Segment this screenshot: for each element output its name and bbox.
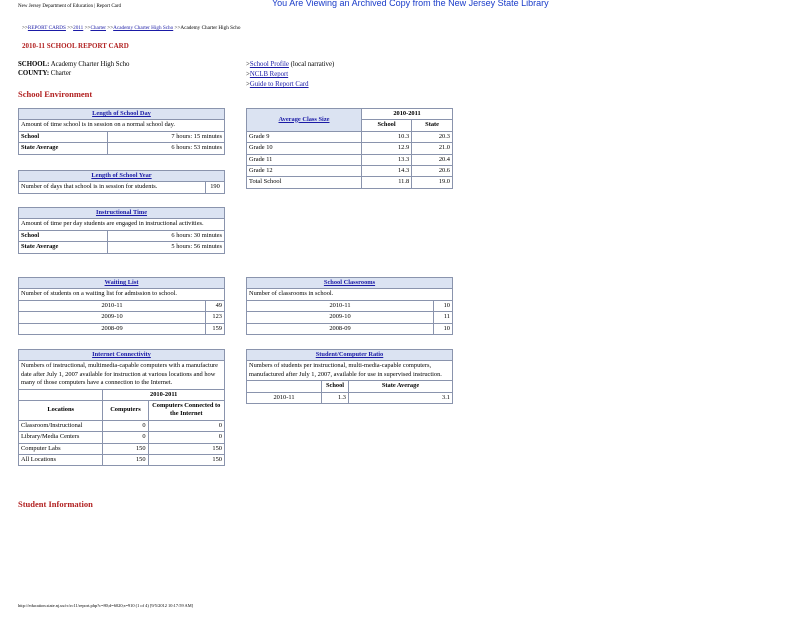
year-label: 2009-10 <box>19 312 206 323</box>
breadcrumb-charter-link[interactable]: Charter <box>90 25 106 31</box>
breadcrumb-sep: >> <box>22 25 28 31</box>
col-connected: Computers Connected to the Internet <box>148 401 224 421</box>
class-size-year: 2010-2011 <box>362 109 453 120</box>
col-computers: Computers <box>103 401 148 421</box>
school-value: 14.3 <box>362 166 412 177</box>
classrooms-desc: Number of classrooms in school. <box>247 289 453 300</box>
table-row <box>19 300 225 311</box>
breadcrumb-year-link[interactable]: 2011 <box>73 25 84 31</box>
link-prefix: > <box>246 71 250 78</box>
table-row <box>247 392 453 403</box>
guide-report-card-link[interactable]: Guide to Report Card <box>249 81 309 88</box>
ratio-year: 2010-11 <box>247 392 322 403</box>
connected-value: 150 <box>148 455 224 466</box>
year-value: 10 <box>434 300 453 311</box>
breadcrumb-current: Academy Charter High Scho <box>180 25 241 31</box>
ratio-title-link[interactable]: Student/Computer Ratio <box>315 351 384 358</box>
state-value: 20.6 <box>412 166 453 177</box>
year-label: 2008-09 <box>19 323 206 334</box>
class-size-col-school: School <box>362 120 412 131</box>
classrooms-table <box>246 277 453 335</box>
ratio-school-value: 1.3 <box>322 392 349 403</box>
computers-value: 0 <box>103 420 148 431</box>
instructional-time-table <box>18 207 225 254</box>
county-value: Charter <box>50 70 72 77</box>
grade-label: Grade 12 <box>247 166 362 177</box>
school-value: Academy Charter High Scho <box>50 61 130 68</box>
internet-connectivity-table <box>18 349 225 466</box>
breadcrumb-sep: >> <box>83 25 91 31</box>
class-size-col-state: State <box>412 120 453 131</box>
length-of-year-desc: Number of days that school is in session for students. <box>19 182 206 193</box>
connected-value: 0 <box>148 420 224 431</box>
row-value: 6 hours: 53 minutes <box>108 143 225 154</box>
school-info <box>18 60 129 78</box>
row-value: 6 hours: 30 minutes <box>108 230 225 241</box>
breadcrumb-report-cards-link[interactable]: REPORT CARDS <box>27 25 66 31</box>
table-row <box>19 420 225 431</box>
connected-value: 0 <box>148 432 224 443</box>
row-label: School <box>19 131 108 142</box>
breadcrumb <box>22 25 240 31</box>
class-size-title-link[interactable]: Average Class Size <box>278 115 330 123</box>
internet-desc: Numbers of instructional, multimedia-capable computers with a manufacture date after July 1, 2007 available for instruction at various locations and how many of those computers have a connection to the Internet. <box>19 361 225 389</box>
county-label: COUNTY: <box>18 70 50 77</box>
table-row <box>19 443 225 454</box>
location-label: Computer Labs <box>19 443 103 454</box>
length-of-year-value: 190 <box>206 182 225 193</box>
table-row <box>19 455 225 466</box>
link-suffix: (local narrative) <box>288 61 335 68</box>
table-row <box>247 312 453 323</box>
computers-value: 0 <box>103 432 148 443</box>
year-label: 2008-09 <box>247 323 434 334</box>
table-row <box>19 182 225 193</box>
page-title: 2010-11 SCHOOL REPORT CARD <box>22 42 129 50</box>
row-label: State Average <box>19 242 108 253</box>
year-value: 159 <box>206 323 225 334</box>
location-label: All Locations <box>19 455 103 466</box>
table-row <box>247 143 453 154</box>
breadcrumb-school-link[interactable]: Academy Charter High Scho <box>113 25 174 31</box>
waiting-list-desc: Number of students on a waiting list for admission to school. <box>19 289 225 300</box>
waiting-list-title-link[interactable]: Waiting List <box>104 279 139 286</box>
archive-notice: You Are Viewing an Archived Copy from the New Jersey State Library <box>272 0 549 8</box>
state-value: 19.0 <box>412 177 453 188</box>
location-label: Classroom/Instructional <box>19 420 103 431</box>
link-prefix: > <box>246 61 250 68</box>
table-row <box>19 131 225 142</box>
year-label: 2010-11 <box>19 300 206 311</box>
state-value: 21.0 <box>412 143 453 154</box>
location-label: Library/Media Centers <box>19 432 103 443</box>
grade-label: Grade 11 <box>247 154 362 165</box>
ratio-col-school: School <box>322 381 349 392</box>
instructional-time-title-link[interactable]: Instructional Time <box>95 209 148 216</box>
footer-url: http://education.state.nj.us/rc/rc11/report.php?c=80;d=6020;s=910 (1 of 4) [9/5/2012 10:17:59 AM] <box>18 603 194 608</box>
table-row <box>247 177 453 188</box>
year-value: 11 <box>434 312 453 323</box>
table-row <box>247 166 453 177</box>
ratio-desc: Numbers of students per instructional, multi-media-capable computers, manufactured after July 1, 2007, available for use in supervised instruction. <box>247 361 453 381</box>
grade-label: Grade 10 <box>247 143 362 154</box>
grade-label: Grade 9 <box>247 131 362 142</box>
state-value: 20.4 <box>412 154 453 165</box>
internet-year: 2010-2011 <box>103 389 225 400</box>
table-row <box>19 230 225 241</box>
ratio-col-state: State Average <box>349 381 453 392</box>
breadcrumb-sep: >> <box>106 25 114 31</box>
table-row <box>19 323 225 334</box>
class-size-table <box>246 108 453 189</box>
school-value: 11.8 <box>362 177 412 188</box>
table-row <box>19 432 225 443</box>
table-row <box>19 242 225 253</box>
year-value: 49 <box>206 300 225 311</box>
length-of-year-title-link[interactable]: Length of School Year <box>91 172 152 179</box>
length-of-day-title-link[interactable]: Length of School Day <box>92 110 151 117</box>
table-row <box>247 131 453 142</box>
row-value: 5 hours: 56 minutes <box>108 242 225 253</box>
row-value: 7 hours: 15 minutes <box>108 131 225 142</box>
row-label: School <box>19 230 108 241</box>
table-row <box>247 154 453 165</box>
header-left-text: New Jersey Department of Education | Report Card <box>18 4 122 9</box>
grade-label: Total School <box>247 177 362 188</box>
table-row <box>19 143 225 154</box>
year-value: 10 <box>434 323 453 334</box>
school-value: 10.3 <box>362 131 412 142</box>
school-value: 12.9 <box>362 143 412 154</box>
school-value: 13.3 <box>362 154 412 165</box>
row-label: State Average <box>19 143 108 154</box>
breadcrumb-sep: >> <box>65 25 74 31</box>
instructional-time-desc: Amount of time per day students are engaged in instructional activities. <box>19 219 225 230</box>
connected-value: 150 <box>148 443 224 454</box>
length-of-day-desc: Amount of time school is in session on a normal school day. <box>19 120 225 131</box>
year-value: 123 <box>206 312 225 323</box>
side-links <box>246 60 334 90</box>
col-locations: Locations <box>19 401 103 421</box>
link-prefix: > <box>246 81 250 88</box>
nclb-report-link[interactable]: NCLB Report <box>249 71 289 78</box>
ratio-state-value: 3.1 <box>349 392 453 403</box>
table-row <box>19 312 225 323</box>
section-school-environment: School Environment <box>18 89 93 99</box>
year-label: 2010-11 <box>247 300 434 311</box>
school-label: SCHOOL: <box>18 61 50 68</box>
length-of-day-table <box>18 108 225 155</box>
state-value: 20.3 <box>412 131 453 142</box>
internet-title-link[interactable]: Internet Connectivity <box>92 351 151 358</box>
student-computer-ratio-table <box>246 349 453 404</box>
school-profile-link[interactable]: School Profile <box>249 61 289 68</box>
computers-value: 150 <box>103 443 148 454</box>
section-student-information: Student Information <box>18 499 93 509</box>
breadcrumb-sep: >> <box>173 25 181 31</box>
year-label: 2009-10 <box>247 312 434 323</box>
length-of-year-table <box>18 170 225 194</box>
table-row <box>247 323 453 334</box>
waiting-list-table <box>18 277 225 335</box>
computers-value: 150 <box>103 455 148 466</box>
classrooms-title-link[interactable]: School Classrooms <box>323 279 376 286</box>
table-row <box>247 300 453 311</box>
